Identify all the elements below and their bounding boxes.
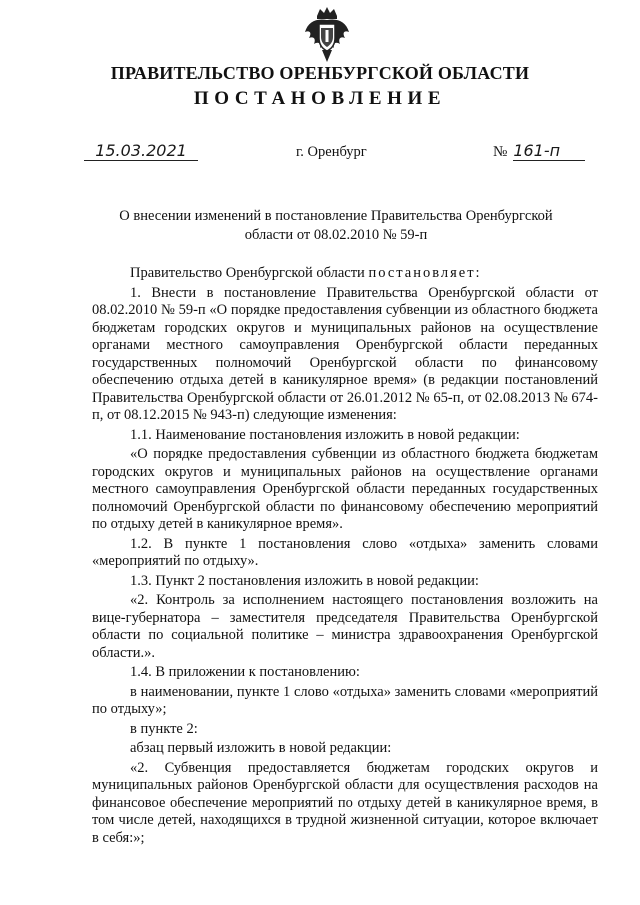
subject-line-1: О внесении изменений в постановление Правительства Оренбургской bbox=[119, 208, 553, 224]
paragraph: 1.2. В пункте 1 постановления слово «отдыха» заменить словами «мероприятий по отдыху». bbox=[92, 535, 598, 569]
government-title: ПРАВИТЕЛЬСТВО ОРЕНБУРГСКОЙ ОБЛАСТИ bbox=[110, 63, 530, 83]
lead-paragraph bbox=[92, 265, 598, 283]
coat-of-arms-icon bbox=[302, 6, 352, 64]
document-body bbox=[92, 265, 598, 849]
paragraph: абзац первый изложить в новой редакции: bbox=[130, 740, 392, 756]
paragraph: 1.4. В приложении к постановлению: bbox=[130, 664, 360, 680]
document-date: 15.03.2021 bbox=[84, 142, 198, 161]
paragraph: в пункте 2: bbox=[130, 720, 198, 737]
number-sign: № bbox=[493, 144, 508, 160]
paragraph: 1.3. Пункт 2 постановления изложить в новой редакции: bbox=[130, 572, 479, 589]
document-type: ПОСТАНОВЛЕНИЕ bbox=[193, 88, 447, 109]
document-number bbox=[493, 142, 585, 161]
lead-keyword: постановляет: bbox=[368, 265, 482, 281]
document-city: г. Оренбург bbox=[296, 144, 367, 160]
paragraph: 1.1. Наименование постановления изложить в новой редакции: bbox=[130, 426, 520, 443]
paragraph: в наименовании, пункте 1 слово «отдыха» заменить словами «мероприятий по отдыху»; bbox=[92, 683, 598, 717]
subject-line-2: области от 08.02.2010 № 59-п bbox=[244, 227, 428, 243]
document-subject bbox=[110, 207, 562, 245]
paragraph: «2. Контроль за исполнением настоящего постановления возложить на вице-губернатора – заместителя председателя Правительства Оренбургской области по социальной политике – министра здравоохранения Оренбургской области.». bbox=[92, 592, 598, 661]
paragraph: «О порядке предоставления субвенции из областного бюджета бюджетам городских округов и муниципальных районов на осуществление органами местного самоуправления Оренбургской области переданных государственных полномочий Оренбургской области по финансовому обеспечению мероприятий по отдыху детей в каникулярное время». bbox=[92, 446, 598, 532]
paragraph: 1. Внести в постановление Правительства Оренбургской области от 08.02.2010 № 59-п «О порядке предоставления субвенции из областного бюджета бюджетам городских округов и муниципальных районов на осуществление органами местного самоуправления Оренбургской области переданных государственных полномочий Оренбургской области по финансовому обеспечению отдыха детей в каникулярное время» (в редакции постановлений Правительства Оренбургской области от 26.01.2012 № 65-п, от 02.08.2013 № 674-п, от 08.12.2015 № 943-п) следующие изменения: bbox=[92, 284, 598, 423]
lead-prefix: Правительство Оренбургской области bbox=[130, 265, 369, 281]
paragraph: «2. Субвенция предоставляется бюджетам городских округов и муниципальных районов Оренбургской области для осуществления расходов на финансовое обеспечение мероприятий по отдыху детей в каникулярное время, в том числе детей, находящихся в трудной жизненной ситуации, которое включает в себя:»; bbox=[92, 759, 598, 846]
number-value: 161-п bbox=[513, 142, 585, 161]
